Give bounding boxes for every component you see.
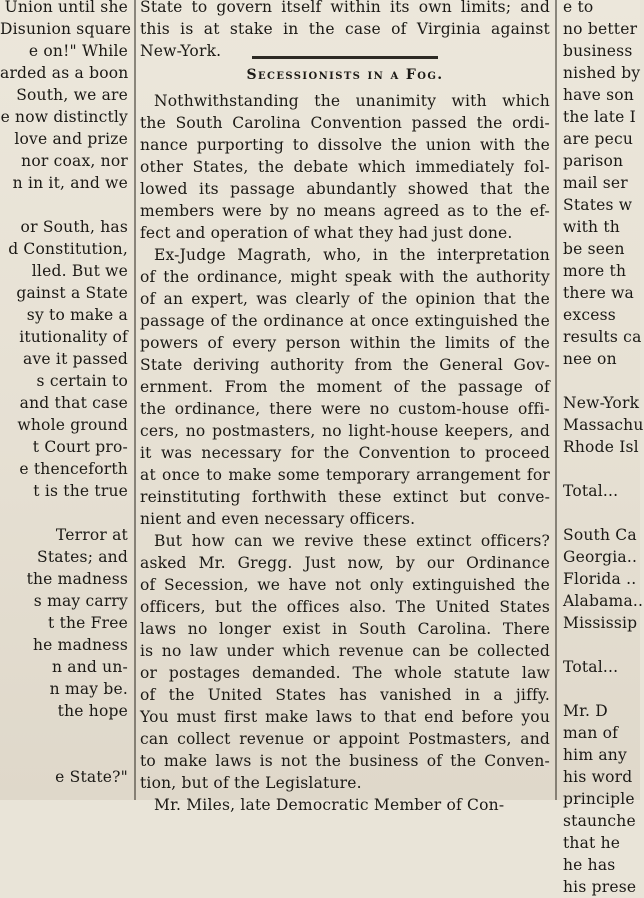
text-line: he madness — [32, 636, 128, 654]
text-line: d Constitution, — [8, 240, 128, 258]
article-body — [140, 90, 550, 816]
text-line: love and prize — [14, 130, 128, 148]
text-line: State deriving authority from the General Gov- — [140, 356, 550, 374]
text-line: of an expert, was clearly of the opinion that the — [140, 290, 550, 308]
text-line: can collect revenue or appoint Postmasters, and — [140, 730, 550, 748]
text-line: State to govern itself within its own limits; and — [140, 0, 550, 16]
text-line — [561, 678, 640, 700]
text-line: Ex-Judge Magrath, who, in the interpretation — [154, 246, 550, 264]
text-line: and that case — [19, 394, 128, 412]
text-line: But how can we revive these extinct officers? — [154, 532, 550, 550]
text-line: members were by no means agreed as to the ef- — [140, 202, 550, 220]
text-line: officers, but the offices also. The United States — [140, 598, 550, 616]
text-line: s may carry — [33, 592, 128, 610]
text-line: to make laws is not the business of the Conven- — [140, 752, 550, 770]
left-column-text — [0, 0, 130, 788]
text-line: nor coax, nor — [21, 152, 128, 170]
text-line: lowed its passage abundantly showed that the — [140, 180, 550, 198]
text-line: States w — [563, 196, 633, 214]
text-line: t Court pro- — [32, 438, 128, 456]
right-column — [561, 0, 644, 896]
column-rule-left — [134, 0, 136, 800]
text-line: States; and — [37, 548, 128, 566]
text-line: e now distinctly — [0, 108, 128, 126]
text-line: e on!" While — [28, 42, 128, 60]
text-line: South Ca — [563, 526, 637, 544]
text-line: asked Mr. Gregg. Just now, by our Ordinance — [140, 554, 550, 572]
text-line: him any — [563, 746, 627, 764]
text-line: cers, no postmasters, no light-house keepers, and — [140, 422, 550, 440]
text-line: s certain to — [36, 372, 128, 390]
text-line: Total... — [563, 482, 619, 500]
text-line: of the ordinance, might speak with the authority — [140, 268, 550, 286]
text-line: business — [563, 42, 633, 60]
intro-paragraph — [140, 0, 550, 62]
text-line: nished by — [563, 64, 641, 82]
article-headline: Secessionists in a Fog. — [246, 67, 444, 83]
text-line: the South Carolina Convention passed the ordi- — [140, 114, 550, 132]
left-column — [0, 0, 130, 800]
text-line: laws no longer exist in South Carolina. There — [140, 620, 550, 638]
text-line: is no law under which revenue can be collected — [140, 642, 550, 660]
text-line: principle — [563, 790, 635, 808]
text-line — [0, 722, 130, 744]
text-line: Massachu — [563, 416, 644, 434]
text-line: of the United States has vanished in a jiffy. — [140, 686, 550, 704]
text-line: more th — [563, 262, 627, 280]
right-column-text — [561, 0, 644, 898]
text-line: Union until she — [4, 0, 128, 16]
text-line: the madness — [26, 570, 128, 588]
text-line — [0, 502, 130, 524]
text-line: ave it passed — [23, 350, 128, 368]
text-line: or postages demanded. The whole statute law — [140, 664, 550, 682]
text-line: that he — [563, 834, 621, 852]
text-line: with th — [563, 218, 620, 236]
text-line: his prese — [563, 878, 637, 896]
text-line: itutionality of — [19, 328, 128, 346]
text-line: n and un- — [52, 658, 128, 676]
text-line: t is the true — [33, 482, 128, 500]
text-line: at once to make some temporary arrangement for — [140, 466, 550, 484]
text-line: or South, has — [20, 218, 128, 236]
text-line: n may be. — [49, 680, 128, 698]
text-line: Mr. Miles, late Democratic Member of Con- — [154, 796, 505, 814]
text-line: it was necessary for the Convention to proceed — [140, 444, 550, 462]
text-line: Nothwithstanding the unanimity with which — [154, 92, 550, 110]
text-line: there wa — [563, 284, 635, 302]
text-line — [561, 502, 640, 524]
text-line: whole ground — [17, 416, 128, 434]
text-line: fect and operation of what they had just done. — [140, 224, 513, 242]
text-line: New-York. — [140, 42, 222, 60]
text-line: ernment. From the moment of the passage of — [140, 378, 550, 396]
text-line: You must first make laws to that end before you — [140, 708, 550, 726]
text-line: e State?" — [55, 768, 128, 786]
text-line: n in it, and we — [12, 174, 128, 192]
text-line: tion, but of the Legislature. — [140, 774, 362, 792]
text-line: the late I — [563, 108, 636, 126]
text-line — [561, 370, 640, 392]
text-line: nient and even necessary officers. — [140, 510, 416, 528]
headline-rule — [252, 56, 438, 59]
text-line: passage of the ordinance at once extinguished the — [140, 312, 550, 330]
text-line: gainst a State — [16, 284, 128, 302]
text-line: excess — [563, 306, 616, 324]
text-line: t the Free — [48, 614, 128, 632]
text-line: of Secession, we have not only extinguished the — [140, 576, 550, 594]
text-line: Total... — [563, 658, 619, 676]
text-line: arded as a boon — [0, 64, 129, 82]
text-line: staunche — [563, 812, 636, 830]
text-line: sy to make a — [26, 306, 128, 324]
text-line: Rhode Isl — [563, 438, 639, 456]
text-line: New-York — [563, 394, 640, 412]
text-line: results ca — [563, 328, 642, 346]
text-line: this is at stake in the case of Virginia against — [140, 20, 550, 38]
text-line: Georgia.. — [563, 548, 638, 566]
text-line — [561, 458, 640, 480]
text-line: e to — [563, 0, 594, 16]
text-line: the ordinance, there were no custom-house offi- — [140, 400, 550, 418]
text-line: Terror at — [55, 526, 128, 544]
text-line: parison — [563, 152, 624, 170]
text-line: Alabama.. — [563, 592, 644, 610]
text-line — [561, 634, 640, 656]
text-line: reinstituting forthwith these extinct but conve- — [140, 488, 550, 506]
text-line: no better — [563, 20, 638, 38]
column-rule-right — [555, 0, 557, 800]
text-line: the hope — [57, 702, 128, 720]
text-line: Mississip — [563, 614, 638, 632]
text-line — [0, 744, 130, 766]
text-line: powers of every person within the limits of the — [140, 334, 550, 352]
text-line: nance purporting to dissolve the union with the — [140, 136, 550, 154]
text-line: his word — [563, 768, 633, 786]
text-line: be seen — [563, 240, 625, 258]
text-line: man of — [563, 724, 619, 742]
text-line: other States, the debate which immediately fol- — [140, 158, 550, 176]
text-line: Florida .. — [563, 570, 637, 588]
text-line: are pecu — [563, 130, 634, 148]
text-line — [0, 194, 130, 216]
text-line: mail ser — [563, 174, 628, 192]
text-line: Mr. D — [563, 702, 608, 720]
text-line: he has — [563, 856, 616, 874]
text-line: South, we are — [16, 86, 128, 104]
text-line: Disunion square — [0, 20, 132, 38]
text-line: have son — [563, 86, 634, 104]
text-line: lled. But we — [31, 262, 128, 280]
middle-column — [140, 0, 550, 814]
text-line: e thenceforth — [19, 460, 128, 478]
text-line: nee on — [563, 350, 617, 368]
